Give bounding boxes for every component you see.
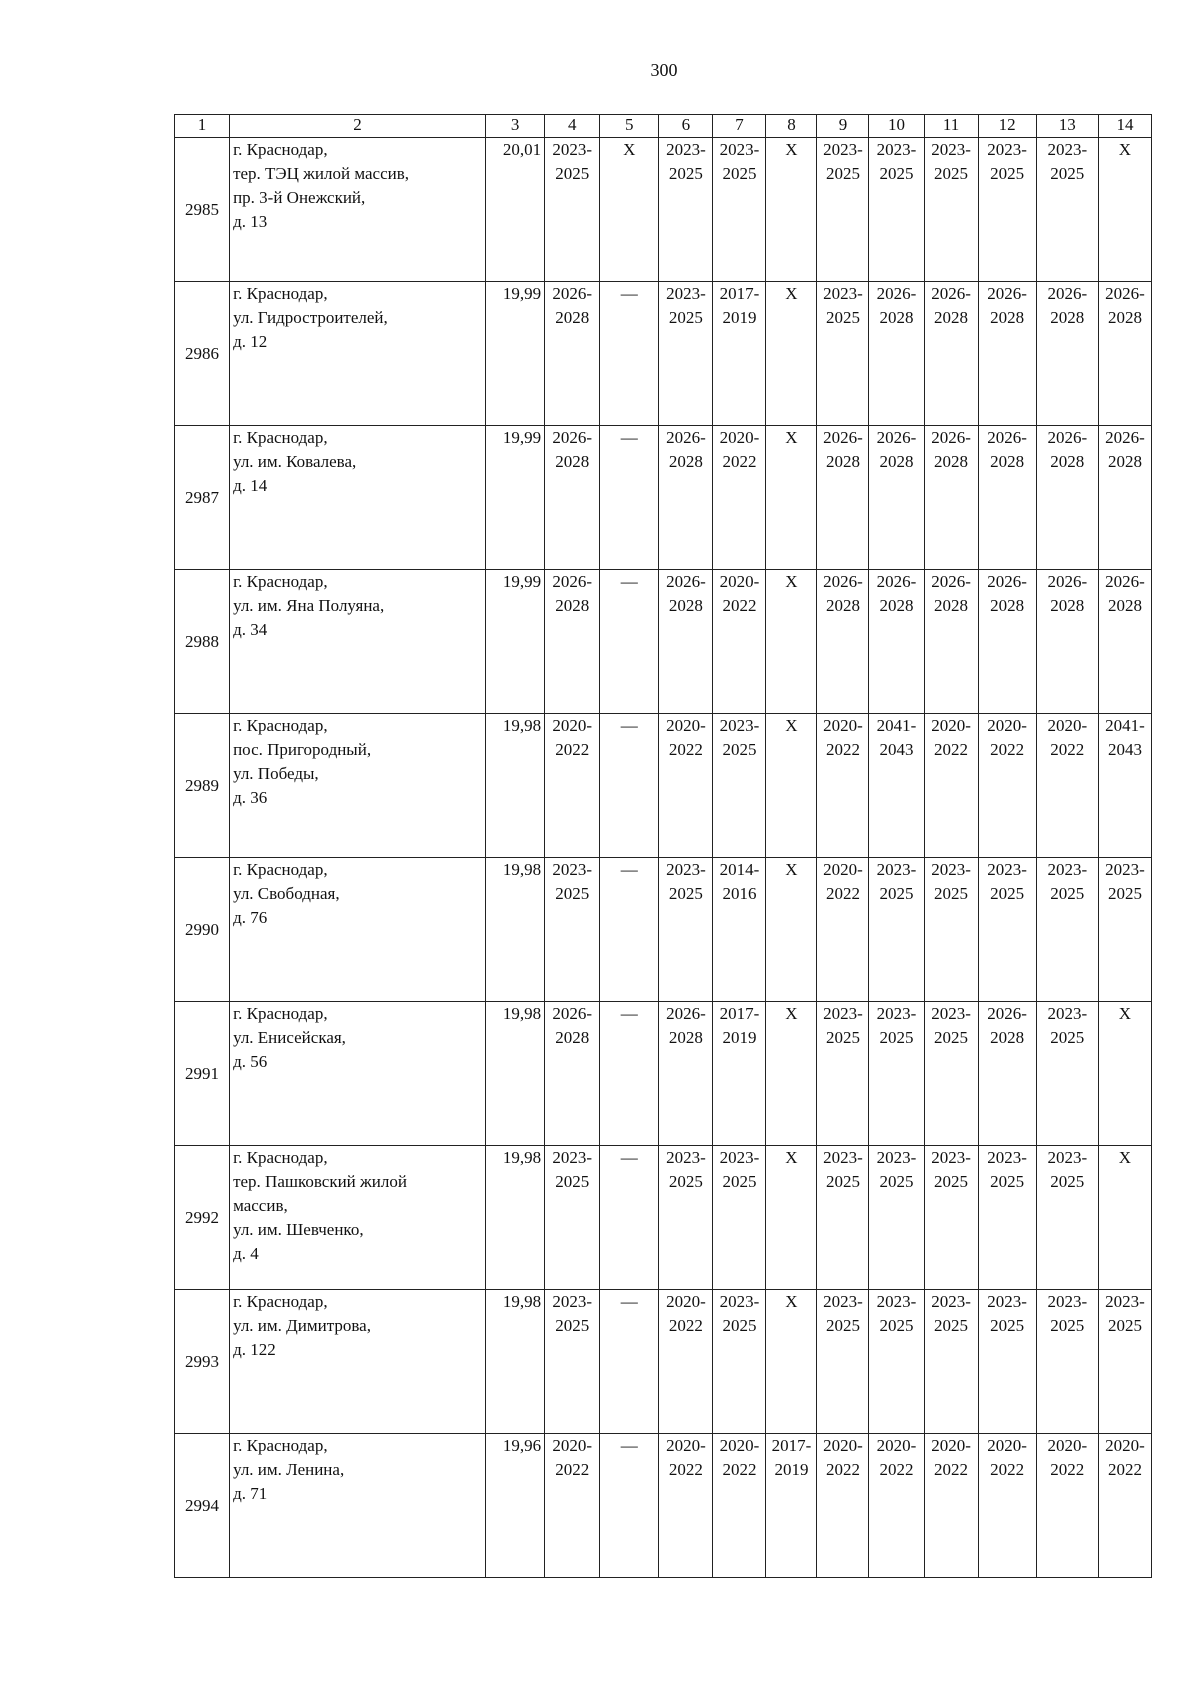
row-number-cell: 2986 bbox=[175, 282, 230, 426]
period-cell: 2023- 2025 bbox=[713, 714, 766, 858]
period-cell: 2023- 2025 bbox=[713, 1290, 766, 1434]
period-cell: 2026- 2028 bbox=[659, 570, 713, 714]
period-cell: 2023- 2025 bbox=[978, 1146, 1036, 1290]
period-cell: 2026- 2028 bbox=[978, 1002, 1036, 1146]
mark-cell: Х bbox=[766, 570, 817, 714]
period-cell: 2023- 2025 bbox=[659, 282, 713, 426]
period-cell: 2020- 2022 bbox=[869, 1434, 924, 1578]
mark-cell: Х bbox=[1098, 1146, 1151, 1290]
period-cell: 2026- 2028 bbox=[817, 570, 869, 714]
row-number-cell: 2993 bbox=[175, 1290, 230, 1434]
address-cell: г. Краснодар, ул. Енисейская, д. 56 bbox=[230, 1002, 486, 1146]
period-cell: 2020- 2022 bbox=[713, 1434, 766, 1578]
period-cell: 2023- 2025 bbox=[817, 1290, 869, 1434]
period-cell: 2026- 2028 bbox=[869, 426, 924, 570]
column-header: 8 bbox=[766, 115, 817, 138]
address-cell: г. Краснодар, ул. Гидростроителей, д. 12 bbox=[230, 282, 486, 426]
period-cell: 2020- 2022 bbox=[713, 426, 766, 570]
period-cell: 2020- 2022 bbox=[713, 570, 766, 714]
column-header-row bbox=[175, 115, 1152, 138]
mark-cell: Х bbox=[766, 714, 817, 858]
period-cell: 2023- 2025 bbox=[1036, 138, 1098, 282]
area-cell: 19,98 bbox=[486, 1290, 545, 1434]
period-cell: 2026- 2028 bbox=[924, 570, 978, 714]
column-header: 7 bbox=[713, 115, 766, 138]
period-cell: 2020- 2022 bbox=[659, 714, 713, 858]
column-header: 9 bbox=[817, 115, 869, 138]
period-cell: 2023- 2025 bbox=[545, 138, 600, 282]
period-cell: 2020- 2022 bbox=[1036, 714, 1098, 858]
row-number-cell: 2992 bbox=[175, 1146, 230, 1290]
mark-cell: Х bbox=[766, 138, 817, 282]
period-cell: 2017- 2019 bbox=[766, 1434, 817, 1578]
area-cell: 19,96 bbox=[486, 1434, 545, 1578]
period-cell: 2041- 2043 bbox=[1098, 714, 1151, 858]
period-cell: 2026- 2028 bbox=[924, 282, 978, 426]
row-number-cell: 2985 bbox=[175, 138, 230, 282]
period-cell: 2023- 2025 bbox=[869, 1146, 924, 1290]
period-cell: 2023- 2025 bbox=[713, 1146, 766, 1290]
period-cell: 2020- 2022 bbox=[545, 714, 600, 858]
period-cell: 2023- 2025 bbox=[659, 1146, 713, 1290]
mark-cell: Х bbox=[766, 1146, 817, 1290]
mark-cell: — bbox=[600, 714, 659, 858]
row-number-cell: 2991 bbox=[175, 1002, 230, 1146]
period-cell: 2020- 2022 bbox=[659, 1434, 713, 1578]
address-cell: г. Краснодар, ул. им. Димитрова, д. 122 bbox=[230, 1290, 486, 1434]
period-cell: 2017- 2019 bbox=[713, 1002, 766, 1146]
period-cell: 2020- 2022 bbox=[659, 1290, 713, 1434]
table-row bbox=[175, 1146, 1152, 1290]
period-cell: 2026- 2028 bbox=[869, 570, 924, 714]
period-cell: 2023- 2025 bbox=[1036, 1146, 1098, 1290]
period-cell: 2014- 2016 bbox=[713, 858, 766, 1002]
mark-cell: Х bbox=[1098, 138, 1151, 282]
address-cell: г. Краснодар, пос. Пригородный, ул. Победы, д. 36 bbox=[230, 714, 486, 858]
period-cell: 2023- 2025 bbox=[869, 1290, 924, 1434]
period-cell: 2020- 2022 bbox=[817, 1434, 869, 1578]
period-cell: 2023- 2025 bbox=[1036, 1290, 1098, 1434]
period-cell: 2020- 2022 bbox=[978, 1434, 1036, 1578]
mark-cell: — bbox=[600, 1002, 659, 1146]
period-cell: 2023- 2025 bbox=[924, 138, 978, 282]
mark-cell: Х bbox=[600, 138, 659, 282]
period-cell: 2026- 2028 bbox=[545, 282, 600, 426]
period-cell: 2023- 2025 bbox=[978, 138, 1036, 282]
period-cell: 2023- 2025 bbox=[869, 858, 924, 1002]
address-cell: г. Краснодар, ул. им. Ковалева, д. 14 bbox=[230, 426, 486, 570]
row-number-cell: 2994 bbox=[175, 1434, 230, 1578]
period-cell: 2026- 2028 bbox=[1036, 570, 1098, 714]
mark-cell: Х bbox=[766, 1290, 817, 1434]
address-cell: г. Краснодар, ул. им. Ленина, д. 71 bbox=[230, 1434, 486, 1578]
mark-cell: — bbox=[600, 1290, 659, 1434]
mark-cell: — bbox=[600, 858, 659, 1002]
column-header: 2 bbox=[230, 115, 486, 138]
column-header: 13 bbox=[1036, 115, 1098, 138]
area-cell: 19,99 bbox=[486, 570, 545, 714]
period-cell: 2026- 2028 bbox=[545, 426, 600, 570]
column-header: 10 bbox=[869, 115, 924, 138]
period-cell: 2023- 2025 bbox=[1098, 858, 1151, 1002]
period-cell: 2023- 2025 bbox=[817, 282, 869, 426]
period-cell: 2023- 2025 bbox=[1036, 1002, 1098, 1146]
column-header: 1 bbox=[175, 115, 230, 138]
period-cell: 2020- 2022 bbox=[545, 1434, 600, 1578]
period-cell: 2023- 2025 bbox=[713, 138, 766, 282]
period-cell: 2020- 2022 bbox=[1036, 1434, 1098, 1578]
period-cell: 2023- 2025 bbox=[978, 1290, 1036, 1434]
row-number-cell: 2988 bbox=[175, 570, 230, 714]
row-number-cell: 2987 bbox=[175, 426, 230, 570]
address-cell: г. Краснодар, тер. Пашковский жилой массив, ул. им. Шевченко, д. 4 bbox=[230, 1146, 486, 1290]
period-cell: 2026- 2028 bbox=[978, 282, 1036, 426]
period-cell: 2023- 2025 bbox=[659, 138, 713, 282]
table-row bbox=[175, 714, 1152, 858]
period-cell: 2026- 2028 bbox=[869, 282, 924, 426]
page-number: 300 bbox=[650, 60, 678, 80]
mark-cell: — bbox=[600, 570, 659, 714]
column-header: 3 bbox=[486, 115, 545, 138]
row-number-cell: 2989 bbox=[175, 714, 230, 858]
column-header: 12 bbox=[978, 115, 1036, 138]
area-cell: 19,99 bbox=[486, 282, 545, 426]
table-row bbox=[175, 282, 1152, 426]
period-cell: 2026- 2028 bbox=[659, 1002, 713, 1146]
period-cell: 2023- 2025 bbox=[924, 1146, 978, 1290]
row-number-cell: 2990 bbox=[175, 858, 230, 1002]
period-cell: 2026- 2028 bbox=[1036, 426, 1098, 570]
period-cell: 2023- 2025 bbox=[817, 138, 869, 282]
column-header: 11 bbox=[924, 115, 978, 138]
period-cell: 2017- 2019 bbox=[713, 282, 766, 426]
period-cell: 2026- 2028 bbox=[978, 570, 1036, 714]
period-cell: 2026- 2028 bbox=[817, 426, 869, 570]
period-cell: 2020- 2022 bbox=[1098, 1434, 1151, 1578]
area-cell: 19,98 bbox=[486, 714, 545, 858]
mark-cell: Х bbox=[766, 426, 817, 570]
table-row bbox=[175, 138, 1152, 282]
period-cell: 2023- 2025 bbox=[924, 1002, 978, 1146]
column-header: 4 bbox=[545, 115, 600, 138]
column-header: 5 bbox=[600, 115, 659, 138]
period-cell: 2023- 2025 bbox=[924, 858, 978, 1002]
mark-cell: Х bbox=[766, 858, 817, 1002]
period-cell: 2023- 2025 bbox=[817, 1146, 869, 1290]
period-cell: 2020- 2022 bbox=[924, 1434, 978, 1578]
period-cell: 2026- 2028 bbox=[659, 426, 713, 570]
period-cell: 2023- 2025 bbox=[924, 1290, 978, 1434]
period-cell: 2026- 2028 bbox=[1098, 570, 1151, 714]
housing-register-table bbox=[174, 114, 1152, 1578]
period-cell: 2023- 2025 bbox=[1098, 1290, 1151, 1434]
period-cell: 2026- 2028 bbox=[924, 426, 978, 570]
area-cell: 19,98 bbox=[486, 1146, 545, 1290]
period-cell: 2020- 2022 bbox=[978, 714, 1036, 858]
period-cell: 2023- 2025 bbox=[817, 1002, 869, 1146]
mark-cell: Х bbox=[766, 1002, 817, 1146]
column-header: 6 bbox=[659, 115, 713, 138]
area-cell: 19,99 bbox=[486, 426, 545, 570]
mark-cell: — bbox=[600, 1146, 659, 1290]
period-cell: 2041- 2043 bbox=[869, 714, 924, 858]
area-cell: 19,98 bbox=[486, 1002, 545, 1146]
period-cell: 2023- 2025 bbox=[978, 858, 1036, 1002]
address-cell: г. Краснодар, тер. ТЭЦ жилой массив, пр. 3-й Онежский, д. 13 bbox=[230, 138, 486, 282]
period-cell: 2026- 2028 bbox=[545, 1002, 600, 1146]
period-cell: 2023- 2025 bbox=[659, 858, 713, 1002]
period-cell: 2023- 2025 bbox=[869, 138, 924, 282]
area-cell: 20,01 bbox=[486, 138, 545, 282]
period-cell: 2023- 2025 bbox=[1036, 858, 1098, 1002]
table-row bbox=[175, 570, 1152, 714]
table-row bbox=[175, 1290, 1152, 1434]
period-cell: 2023- 2025 bbox=[545, 1290, 600, 1434]
period-cell: 2020- 2022 bbox=[817, 714, 869, 858]
mark-cell: Х bbox=[766, 282, 817, 426]
period-cell: 2026- 2028 bbox=[1036, 282, 1098, 426]
mark-cell: — bbox=[600, 282, 659, 426]
mark-cell: Х bbox=[1098, 1002, 1151, 1146]
period-cell: 2026- 2028 bbox=[1098, 426, 1151, 570]
period-cell: 2026- 2028 bbox=[978, 426, 1036, 570]
area-cell: 19,98 bbox=[486, 858, 545, 1002]
table-row bbox=[175, 1002, 1152, 1146]
address-cell: г. Краснодар, ул. Свободная, д. 76 bbox=[230, 858, 486, 1002]
mark-cell: — bbox=[600, 426, 659, 570]
period-cell: 2023- 2025 bbox=[869, 1002, 924, 1146]
table-row bbox=[175, 426, 1152, 570]
period-cell: 2020- 2022 bbox=[817, 858, 869, 1002]
address-cell: г. Краснодар, ул. им. Яна Полуяна, д. 34 bbox=[230, 570, 486, 714]
column-header: 14 bbox=[1098, 115, 1151, 138]
table-row bbox=[175, 1434, 1152, 1578]
mark-cell: — bbox=[600, 1434, 659, 1578]
period-cell: 2026- 2028 bbox=[1098, 282, 1151, 426]
period-cell: 2023- 2025 bbox=[545, 858, 600, 1002]
period-cell: 2026- 2028 bbox=[545, 570, 600, 714]
period-cell: 2023- 2025 bbox=[545, 1146, 600, 1290]
table-row bbox=[175, 858, 1152, 1002]
period-cell: 2020- 2022 bbox=[924, 714, 978, 858]
